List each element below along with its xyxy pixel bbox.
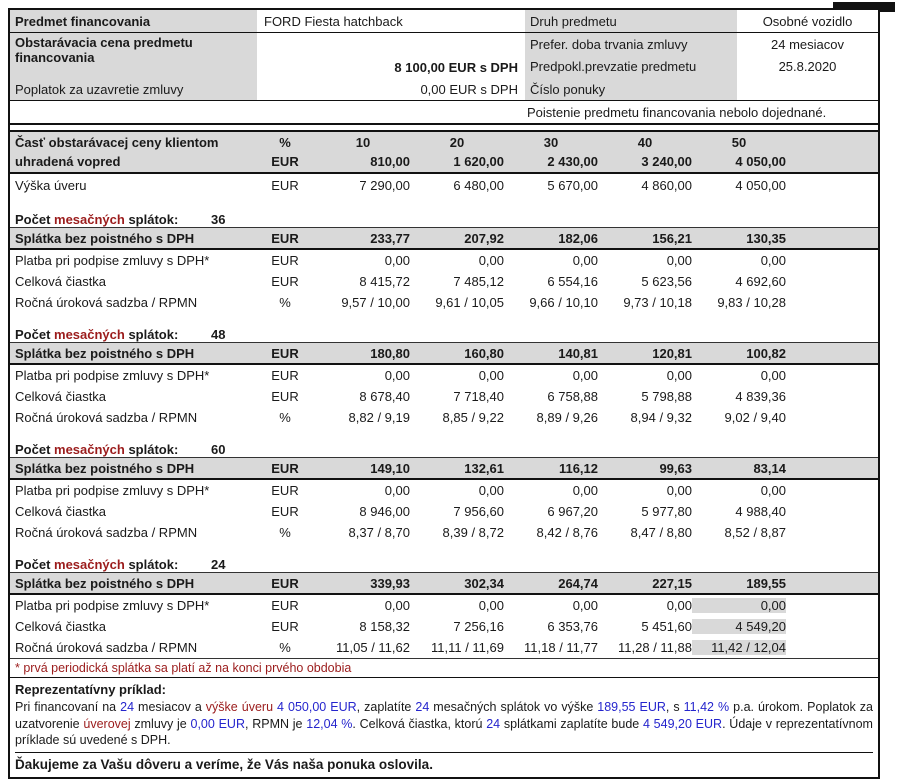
signing-payment-row bbox=[10, 480, 878, 501]
value-cell: 132,61 bbox=[464, 460, 504, 476]
signing-payment-label: Platba pri podpise zmluvy s DPH* bbox=[15, 253, 210, 268]
installments-count-row: Počet mesačných splátok: 60 bbox=[15, 442, 226, 457]
interest-rate-label: Ročná úroková sadzba / RPMN bbox=[15, 410, 198, 425]
value-cell-highlighted: 0,00 bbox=[692, 598, 786, 613]
price-duration-row bbox=[10, 33, 878, 78]
value-cell: 11,18 / 11,77 bbox=[524, 640, 598, 655]
unit-cell: EUR bbox=[271, 389, 299, 404]
value-cell: 9,83 / 10,28 bbox=[717, 295, 786, 310]
closing-statement: Ďakujeme za Vašu dôveru a veríme, že Vás naša ponuka oslovila. bbox=[15, 752, 873, 776]
loan-amount-label: Výška úveru bbox=[15, 177, 87, 193]
value-cell: 0,00 bbox=[572, 368, 598, 383]
value-cell: 207,92 bbox=[464, 230, 504, 246]
total-amount-row bbox=[10, 616, 878, 637]
installments-count: 48 bbox=[211, 327, 226, 342]
total-amount-label: Celková čiastka bbox=[15, 274, 107, 289]
financing-table bbox=[10, 130, 878, 677]
value-cell: 7 485,12 bbox=[453, 274, 504, 289]
value-cell: 160,80 bbox=[464, 345, 504, 361]
advance-header-line1 bbox=[10, 133, 878, 152]
value-cell: 8,37 / 8,70 bbox=[348, 525, 410, 540]
interest-rate-row bbox=[10, 407, 878, 428]
value-cell: 7 256,16 bbox=[453, 619, 504, 634]
value-cell: 156,21 bbox=[652, 230, 692, 246]
value-cell: 5 623,56 bbox=[641, 274, 692, 289]
value-cell-highlighted: 11,42 / 12,04 bbox=[692, 640, 786, 655]
value-cell-highlighted: 4 549,20 bbox=[692, 619, 786, 634]
unit-cell: EUR bbox=[271, 483, 299, 498]
value-cell: 83,14 bbox=[753, 460, 786, 476]
value-cell: 9,66 / 10,10 bbox=[529, 295, 598, 310]
signing-payment-label: Platba pri podpise zmluvy s DPH* bbox=[15, 483, 210, 498]
advance-amount-2: 1 620,00 bbox=[453, 154, 504, 169]
value-cell: 9,61 / 10,05 bbox=[435, 295, 504, 310]
value-cell: 6 967,20 bbox=[547, 504, 598, 519]
contract-fee-value: 0,00 EUR s DPH bbox=[420, 81, 518, 97]
offer-number-value bbox=[737, 78, 878, 100]
value-cell: 0,00 bbox=[572, 253, 598, 268]
value-cell: 0,00 bbox=[760, 368, 786, 383]
value-cell: 149,10 bbox=[370, 460, 410, 476]
installment-row bbox=[10, 342, 878, 365]
value-cell: 120,81 bbox=[652, 345, 692, 361]
value-cell: 233,77 bbox=[370, 230, 410, 246]
value-cell: 0,00 bbox=[478, 483, 504, 498]
subject-row bbox=[10, 10, 878, 33]
total-amount-row bbox=[10, 501, 878, 522]
interest-rate-row bbox=[10, 292, 878, 313]
subject-value: FORD Fiesta hatchback bbox=[264, 13, 403, 29]
purchase-price-value: 8 100,00 EUR s DPH bbox=[394, 60, 518, 75]
value-cell: 0,00 bbox=[760, 483, 786, 498]
value-cell: 6 554,16 bbox=[547, 274, 598, 289]
installments-count: 60 bbox=[211, 442, 226, 457]
advance-unit-pct: % bbox=[279, 135, 291, 150]
advance-amount-1: 810,00 bbox=[370, 154, 410, 169]
insurance-note-row bbox=[10, 101, 878, 123]
loan-unit: EUR bbox=[271, 177, 299, 193]
interest-rate-label: Ročná úroková sadzba / RPMN bbox=[15, 640, 198, 655]
value-cell: 8,94 / 9,32 bbox=[630, 410, 692, 425]
value-cell: 130,35 bbox=[746, 230, 786, 246]
interest-rate-label: Ročná úroková sadzba / RPMN bbox=[15, 295, 198, 310]
advance-pct-40: 40 bbox=[637, 135, 653, 150]
unit-cell: EUR bbox=[271, 575, 299, 591]
purchase-price-label: Obstarávacia cena predmetu financovania bbox=[10, 33, 257, 78]
loan-value: 5 670,00 bbox=[547, 177, 598, 193]
unit-cell: EUR bbox=[271, 274, 299, 289]
unit-cell: EUR bbox=[271, 230, 299, 246]
value-cell: 8,89 / 9,26 bbox=[536, 410, 598, 425]
loan-value: 6 480,00 bbox=[453, 177, 504, 193]
value-cell: 8 158,32 bbox=[359, 619, 410, 634]
object-type-value: Osobné vozidlo bbox=[762, 13, 853, 29]
installment-row bbox=[10, 227, 878, 250]
advance-amount-4: 3 240,00 bbox=[641, 154, 692, 169]
loan-amount-row bbox=[10, 174, 878, 196]
value-cell: 0,00 bbox=[666, 483, 692, 498]
value-cell: 5 451,60 bbox=[641, 619, 692, 634]
value-cell: 100,82 bbox=[746, 345, 786, 361]
value-cell: 8,39 / 8,72 bbox=[442, 525, 504, 540]
unit-cell: EUR bbox=[271, 345, 299, 361]
unit-cell: % bbox=[279, 525, 291, 540]
signing-payment-label: Platba pri podpise zmluvy s DPH* bbox=[15, 598, 210, 613]
interest-rate-row bbox=[10, 522, 878, 543]
value-cell: 0,00 bbox=[384, 253, 410, 268]
advance-header-line2 bbox=[10, 152, 878, 171]
value-cell: 0,00 bbox=[384, 598, 410, 613]
signing-payment-row bbox=[10, 365, 878, 386]
value-cell: 8,82 / 9,19 bbox=[348, 410, 410, 425]
value-cell: 189,55 bbox=[746, 575, 786, 591]
value-cell: 140,81 bbox=[558, 345, 598, 361]
advance-unit-eur: EUR bbox=[271, 154, 299, 169]
signing-payment-row bbox=[10, 250, 878, 271]
advance-pct-30: 30 bbox=[543, 135, 559, 150]
installment-label: Splátka bez poistného s DPH bbox=[15, 345, 195, 361]
unit-cell: EUR bbox=[271, 619, 299, 634]
value-cell: 9,73 / 10,18 bbox=[623, 295, 692, 310]
value-cell: 8 946,00 bbox=[359, 504, 410, 519]
handover-row bbox=[525, 56, 878, 79]
value-cell: 0,00 bbox=[384, 483, 410, 498]
value-cell: 0,00 bbox=[478, 368, 504, 383]
value-cell: 11,28 / 11,88 bbox=[618, 640, 692, 655]
advance-label-line1: Časť obstarávacej ceny klientom bbox=[15, 135, 219, 150]
value-cell: 99,63 bbox=[659, 460, 692, 476]
value-cell: 11,11 / 11,69 bbox=[430, 640, 504, 655]
loan-value: 4 050,00 bbox=[735, 177, 786, 193]
fee-offer-row bbox=[10, 78, 878, 101]
installments-count: 36 bbox=[211, 212, 226, 227]
advance-amount-3: 2 430,00 bbox=[547, 154, 598, 169]
advance-pct-20: 20 bbox=[449, 135, 465, 150]
installments-count: 24 bbox=[211, 557, 226, 572]
handover-value: 25.8.2020 bbox=[778, 59, 837, 75]
value-cell: 180,80 bbox=[370, 345, 410, 361]
unit-cell: EUR bbox=[271, 368, 299, 383]
value-cell: 8,47 / 8,80 bbox=[630, 525, 692, 540]
value-cell: 0,00 bbox=[666, 368, 692, 383]
unit-cell: EUR bbox=[271, 598, 299, 613]
duration-label: Prefer. doba trvania zmluvy bbox=[525, 33, 737, 56]
installment-label: Splátka bez poistného s DPH bbox=[15, 460, 195, 476]
value-cell: 7 718,40 bbox=[453, 389, 504, 404]
advance-pct-50: 50 bbox=[731, 135, 747, 150]
total-amount-row bbox=[10, 271, 878, 292]
representative-example-title: Reprezentatívny príklad: bbox=[15, 682, 166, 697]
advance-pct-10: 10 bbox=[355, 135, 371, 150]
unit-cell: % bbox=[279, 640, 291, 655]
unit-cell: EUR bbox=[271, 460, 299, 476]
installments-count-row: Počet mesačných splátok: 36 bbox=[15, 212, 226, 227]
value-cell: 4 988,40 bbox=[735, 504, 786, 519]
value-cell: 227,15 bbox=[652, 575, 692, 591]
interest-rate-row bbox=[10, 637, 878, 658]
installment-row bbox=[10, 457, 878, 480]
bottom-section bbox=[10, 677, 878, 776]
duration-handover-stack bbox=[525, 33, 878, 78]
total-amount-label: Celková čiastka bbox=[15, 389, 107, 404]
value-cell: 0,00 bbox=[572, 483, 598, 498]
value-cell: 0,00 bbox=[666, 253, 692, 268]
value-cell: 116,12 bbox=[558, 460, 598, 476]
total-amount-row bbox=[10, 386, 878, 407]
duration-value: 24 mesiacov bbox=[771, 36, 844, 52]
value-cell: 8,42 / 8,76 bbox=[536, 525, 598, 540]
advance-amount-5: 4 050,00 bbox=[735, 154, 786, 169]
value-cell: 4 692,60 bbox=[735, 274, 786, 289]
value-cell: 339,93 bbox=[370, 575, 410, 591]
header-info-box bbox=[10, 10, 878, 125]
value-cell: 0,00 bbox=[760, 253, 786, 268]
interest-rate-label: Ročná úroková sadzba / RPMN bbox=[15, 525, 198, 540]
insurance-note-spacer bbox=[10, 101, 525, 123]
value-cell: 0,00 bbox=[666, 598, 692, 613]
unit-cell: EUR bbox=[271, 504, 299, 519]
duration-row bbox=[525, 33, 878, 56]
unit-cell: % bbox=[279, 295, 291, 310]
value-cell: 0,00 bbox=[384, 368, 410, 383]
offer-number-label: Číslo ponuky bbox=[525, 78, 737, 100]
signing-payment-label: Platba pri podpise zmluvy s DPH* bbox=[15, 368, 210, 383]
installments-count-row: Počet mesačných splátok: 24 bbox=[15, 557, 226, 572]
installment-label: Splátka bez poistného s DPH bbox=[15, 575, 195, 591]
value-cell: 302,34 bbox=[464, 575, 504, 591]
value-cell: 264,74 bbox=[558, 575, 598, 591]
installment-label: Splátka bez poistného s DPH bbox=[15, 230, 195, 246]
object-type-label: Druh predmetu bbox=[525, 10, 737, 32]
value-cell: 8,52 / 8,87 bbox=[724, 525, 786, 540]
value-cell: 182,06 bbox=[558, 230, 598, 246]
unit-cell: EUR bbox=[271, 253, 299, 268]
insurance-note: Poistenie predmetu financovania nebolo dojednané. bbox=[527, 104, 827, 120]
value-cell: 6 758,88 bbox=[547, 389, 598, 404]
value-cell: 11,05 / 11,62 bbox=[336, 640, 410, 655]
advance-label-line2: uhradená vopred bbox=[15, 154, 121, 169]
footnote: * prvá periodická splátka sa platí až na konci prvého obdobia bbox=[10, 658, 878, 677]
unit-cell: % bbox=[279, 410, 291, 425]
installments-count-row: Počet mesačných splátok: 48 bbox=[15, 327, 226, 342]
subject-label: Predmet financovania bbox=[10, 10, 257, 32]
total-amount-label: Celková čiastka bbox=[15, 504, 107, 519]
value-cell: 0,00 bbox=[478, 253, 504, 268]
value-cell: 6 353,76 bbox=[547, 619, 598, 634]
value-cell: 8 415,72 bbox=[359, 274, 410, 289]
loan-value: 7 290,00 bbox=[359, 177, 410, 193]
loan-value: 4 860,00 bbox=[641, 177, 692, 193]
value-cell: 7 956,60 bbox=[453, 504, 504, 519]
advance-header bbox=[10, 132, 878, 174]
contract-fee-label: Poplatok za uzavretie zmluvy bbox=[10, 78, 257, 100]
installment-row bbox=[10, 572, 878, 595]
value-cell: 5 977,80 bbox=[641, 504, 692, 519]
value-cell: 9,02 / 9,40 bbox=[724, 410, 786, 425]
value-cell: 9,57 / 10,00 bbox=[341, 295, 410, 310]
value-cell: 0,00 bbox=[572, 598, 598, 613]
signing-payment-row bbox=[10, 595, 878, 616]
handover-label: Predpokl.prevzatie predmetu bbox=[525, 56, 737, 79]
document-frame bbox=[8, 8, 880, 779]
value-cell: 0,00 bbox=[478, 598, 504, 613]
value-cell: 5 798,88 bbox=[641, 389, 692, 404]
value-cell: 4 839,36 bbox=[735, 389, 786, 404]
value-cell: 8 678,40 bbox=[359, 389, 410, 404]
value-cell: 8,85 / 9,22 bbox=[442, 410, 504, 425]
representative-example-paragraph: Pri financovaní na 24 mesiacov a výške úveru 4 050,00 EUR, zaplatíte 24 mesačných splátok vo výške 189,55 EUR, s 11,42 % p.a. úrokom. Poplatok za uzatvorenie úverovej zmluvy je 0,00 EUR, RPMN je 12,04 %. Celková čiastka, ktorú 24 splátkami zaplatíte bude 4 549,20 EUR. Údaje v reprezentatívnom príklade sú uvedené s DPH. bbox=[15, 700, 873, 747]
total-amount-label: Celková čiastka bbox=[15, 619, 107, 634]
